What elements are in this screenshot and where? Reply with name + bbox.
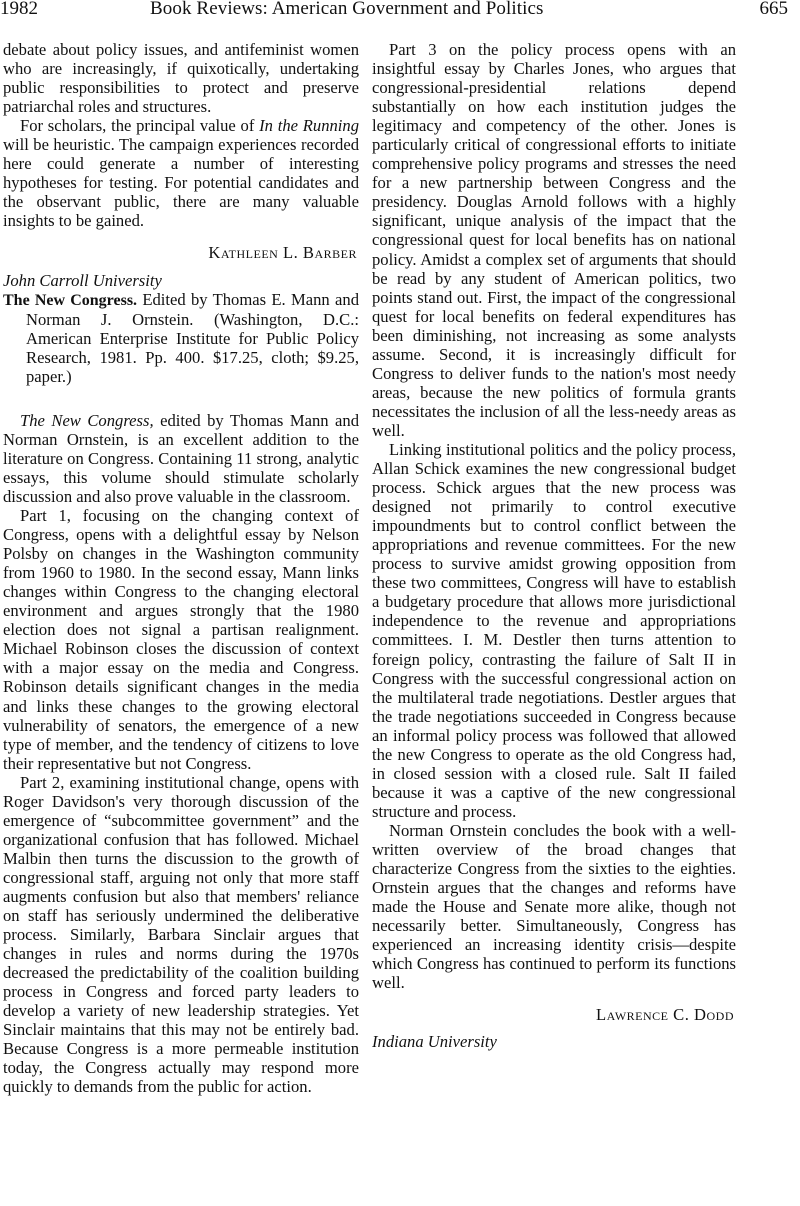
right-column bbox=[372, 40, 736, 1051]
reviewer-signature: Lawrence C. Dodd bbox=[596, 1005, 734, 1025]
book-title-italic: In the Running bbox=[259, 116, 359, 136]
text: For scholars, the principal value of bbox=[20, 116, 260, 136]
running-header bbox=[0, 0, 800, 26]
paragraph-scholars bbox=[3, 116, 359, 230]
book-citation bbox=[3, 290, 359, 386]
header-title: Book Reviews: American Government and Politics bbox=[150, 0, 544, 19]
text: edited by Thomas Mann and Norman Ornstein, is an excellent addition to the literature on Congress. Containing 11 strong, analytic essays, this volume should stimulate scholarly discussion and also prove valuable in the classroom. bbox=[3, 410, 359, 506]
paragraph-linking: Linking institutional politics and the policy process, Allan Schick examines the new congressional budget process. Schick argues that the new process was designed not primarily to control executive impoundments but to control conflict between the appropriations and revenue committees. For the new process to survive amidst growing opposition from these two committees, Congress will have to establish a budgetary procedure that allows more jurisdictional independence to the revenue and appropriations committees. I. M. Destler then turns attention to foreign policy, contrasting the failure of Salt II in Congress with the successful congressional action on the multilateral trade negotiations. Destler argues that the trade negotiations succeeded in Congress because an informal policy process was followed that allowed the new Congress to operate as the old Congress had, in closed session with a closed rule. Salt II failed because it was a captive of the new congressional structure and process. bbox=[372, 439, 736, 821]
paragraph-part1: Part 1, focusing on the changing context of Congress, opens with a delightful essay by Nelson Polsby on changes in the Washington community from 1960 to 1980. In the second essay, Mann links changes within Congress to the changing electoral environment and argues strongly that the 1980 election does not signal a partisan realignment. Michael Robinson closes the discussion of context with a major essay on the media and Congress. Robinson details significant changes in the media and links these changes to the growing electoral vulnerability of senators, the emergence of a new type of member, and the tendency of citizens to love their representative but not Congress. bbox=[3, 506, 359, 773]
text: will be heuristic. The campaign experiences recorded here could generate a number of interesting hypotheses for testing. For potential candidates and the observant public, there are many valuable insights to be gained. bbox=[3, 135, 359, 231]
paragraph-intro bbox=[3, 411, 359, 506]
book-details: Edited by Thomas E. Mann and Norman J. Ornstein. (Washington, D.C.: American Enterprise Institute for Public Policy Research, 1981. Pp. 400. $17.25, cloth; $9.25, paper.) bbox=[26, 289, 359, 386]
header-year: 1982 bbox=[0, 0, 38, 19]
reviewer-affiliation: Indiana University bbox=[372, 1032, 497, 1052]
header-page-number: 665 bbox=[759, 0, 788, 19]
paragraph-part2: Part 2, examining institutional change, opens with Roger Davidson's very thorough discussion of the emergence of “subcommittee government” and the organizational confusion that has followed. Michael Malbin then turns the discussion to the growth of congressional staff, arguing not only that more staff augments confusion but also that members' reliance on staff has seriously undermined the deliberative process. Similarly, Barbara Sinclair argues that changes in rules and norms during the 1970s decreased the predictability of the coalition building process in Congress and forced party leaders to develop a variety of new leadership strategies. Yet Sinclair maintains that this may not be entirely bad. Because Congress is a more permeable institution today, the Congress actually may respond more quickly to demands from the public for action. bbox=[3, 772, 359, 1097]
book-title: The New Congress. bbox=[3, 291, 138, 309]
reviewer-signature: Kathleen L. Barber bbox=[208, 243, 357, 263]
book-title-italic: The New Congress, bbox=[20, 410, 154, 430]
paragraph-continued: debate about policy issues, and antifeminist women who are increasingly, if quixotically, undertaking public responsibilities to protect and preserve patriarchal roles and structures. bbox=[3, 40, 359, 117]
paragraph-part3: Part 3 on the policy process opens with an insightful essay by Charles Jones, who argues that congressional-presidential relations depend substantially on how each institution judges the legitimacy and competency of the other. Jones is particularly critical of congressional efforts to initiate comprehensive policy programs and stresses the need for a new partnership between Congress and the presidency. Douglas Arnold follows with a highly significant, unique analysis of the impact that the congressional quest for local benefits has on national policy. Amidst a complex set of arguments that should be read by any student of American politics, two points stand out. First, the impact of the congressional quest for local benefits on federal expenditures has been diminishing, not increasing as some analysts assume. Second, it is increasingly difficult for Congress to deliver funds to the nation's most needy areas, because the new politics of formula grants necessitates the inclusion of all the less-needy areas as well. bbox=[372, 40, 736, 440]
left-column bbox=[3, 40, 359, 1096]
paragraph-ornstein: Norman Ornstein concludes the book with a well-written overview of the broad changes that characterize Congress from the sixties to the eighties. Ornstein argues that the changes and reforms have made the House and Senate more alike, though not necessarily better. Simultaneously, Congress has experienced an increasing identity crisis—despite which Congress has continued to perform its functions well. bbox=[372, 820, 736, 993]
reviewer-affiliation: John Carroll University bbox=[3, 270, 162, 290]
